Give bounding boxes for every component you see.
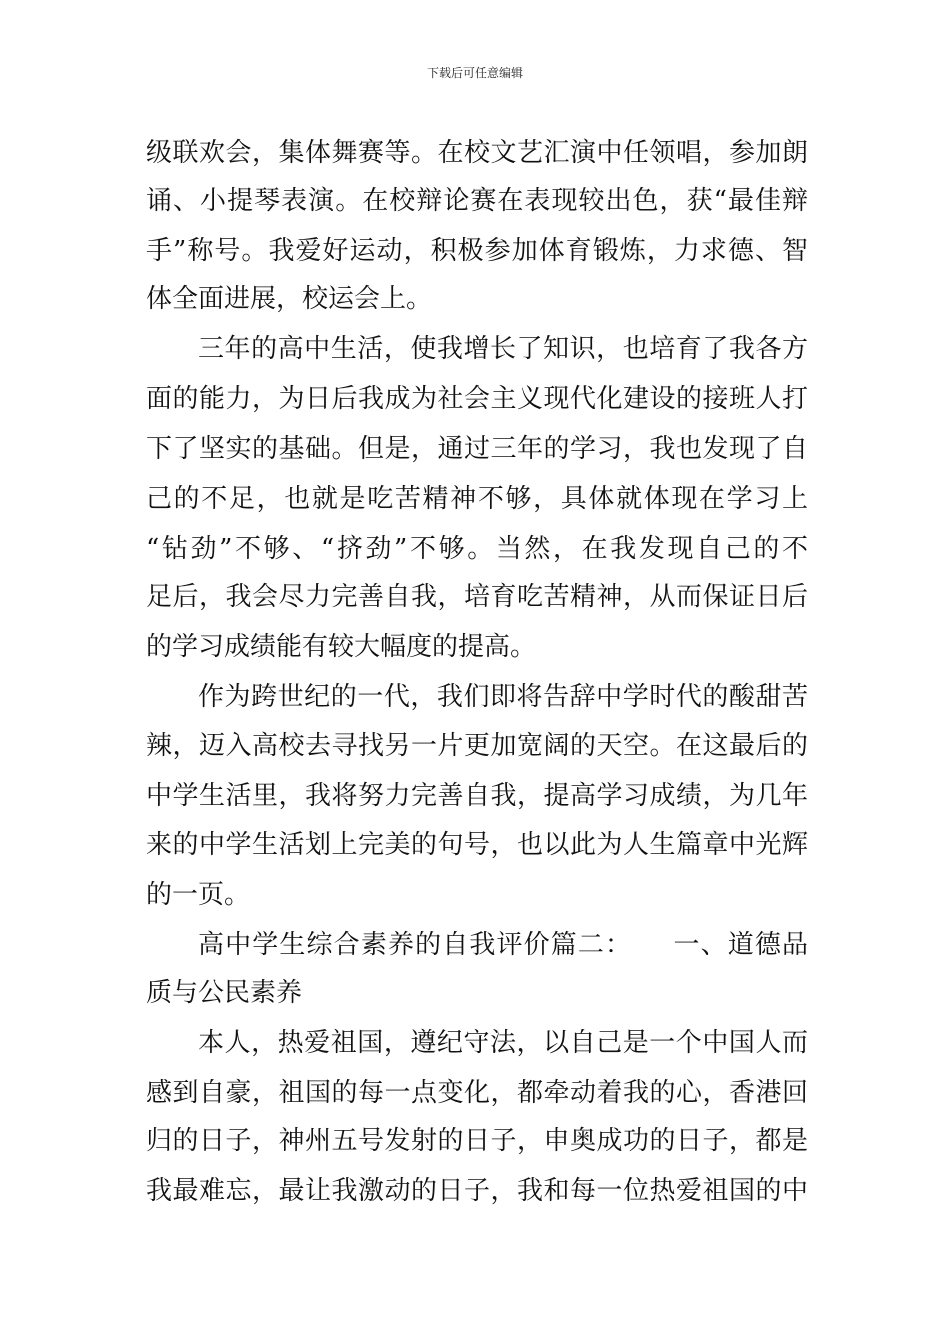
text-line: 中学生活里，我将努力完善自我，提高学习成绩，为几年 <box>146 781 808 811</box>
text-line: 手”称号。我爱好运动，积极参加体育锻炼，力求德、智 <box>146 236 808 266</box>
text-line: 归的日子，神州五号发射的日子，申奥成功的日子，都是 <box>146 1126 808 1156</box>
text-line: 诵、小提琴表演。在校辩论赛在表现较出色，获“最佳辩 <box>146 186 808 216</box>
text-line: 三年的高中生活，使我增长了知识，也培育了我各方 <box>198 334 808 364</box>
text-line: 下了坚实的基础。但是，通过三年的学习，我也发现了自 <box>146 434 808 464</box>
text-line: “钻劲”不够、“挤劲”不够。当然，在我发现自己的不 <box>146 534 808 564</box>
text-line: 的学习成绩能有较大幅度的提高。 <box>146 632 537 662</box>
section-heading-line: 质与公民素养 <box>146 978 303 1008</box>
text-line: 的一页。 <box>146 880 251 910</box>
text-line: 本人，热爱祖国，遵纪守法，以自己是一个中国人而 <box>198 1028 808 1058</box>
section-heading-line: 高中学生综合素养的自我评价篇二： 一、道德品 <box>198 930 808 960</box>
text-line: 体全面进展，校运会上。 <box>146 284 433 314</box>
text-line: 我最难忘，最让我激动的日子，我和每一位热爱祖国的中 <box>146 1176 808 1206</box>
page-header: 下载后可任意编辑 <box>426 66 523 80</box>
text-line: 感到自豪，祖国的每一点变化，都牵动着我的心，香港回 <box>146 1078 808 1108</box>
text-line: 己的不足，也就是吃苦精神不够，具体就体现在学习上 <box>146 484 808 514</box>
text-line: 级联欢会，集体舞赛等。在校文艺汇演中任领唱，参加朗 <box>146 138 808 168</box>
text-line: 来的中学生活划上完美的句号，也以此为人生篇章中光辉 <box>146 830 808 860</box>
text-line: 面的能力，为日后我成为社会主义现代化建设的接班人打 <box>146 384 808 414</box>
text-line: 足后，我会尽力完善自我，培育吃苦精神，从而保证日后 <box>146 582 808 612</box>
text-line: 作为跨世纪的一代，我们即将告辞中学时代的酸甜苦 <box>198 682 808 712</box>
text-line: 辣，迈入高校去寻找另一片更加宽阔的天空。在这最后的 <box>146 731 808 761</box>
